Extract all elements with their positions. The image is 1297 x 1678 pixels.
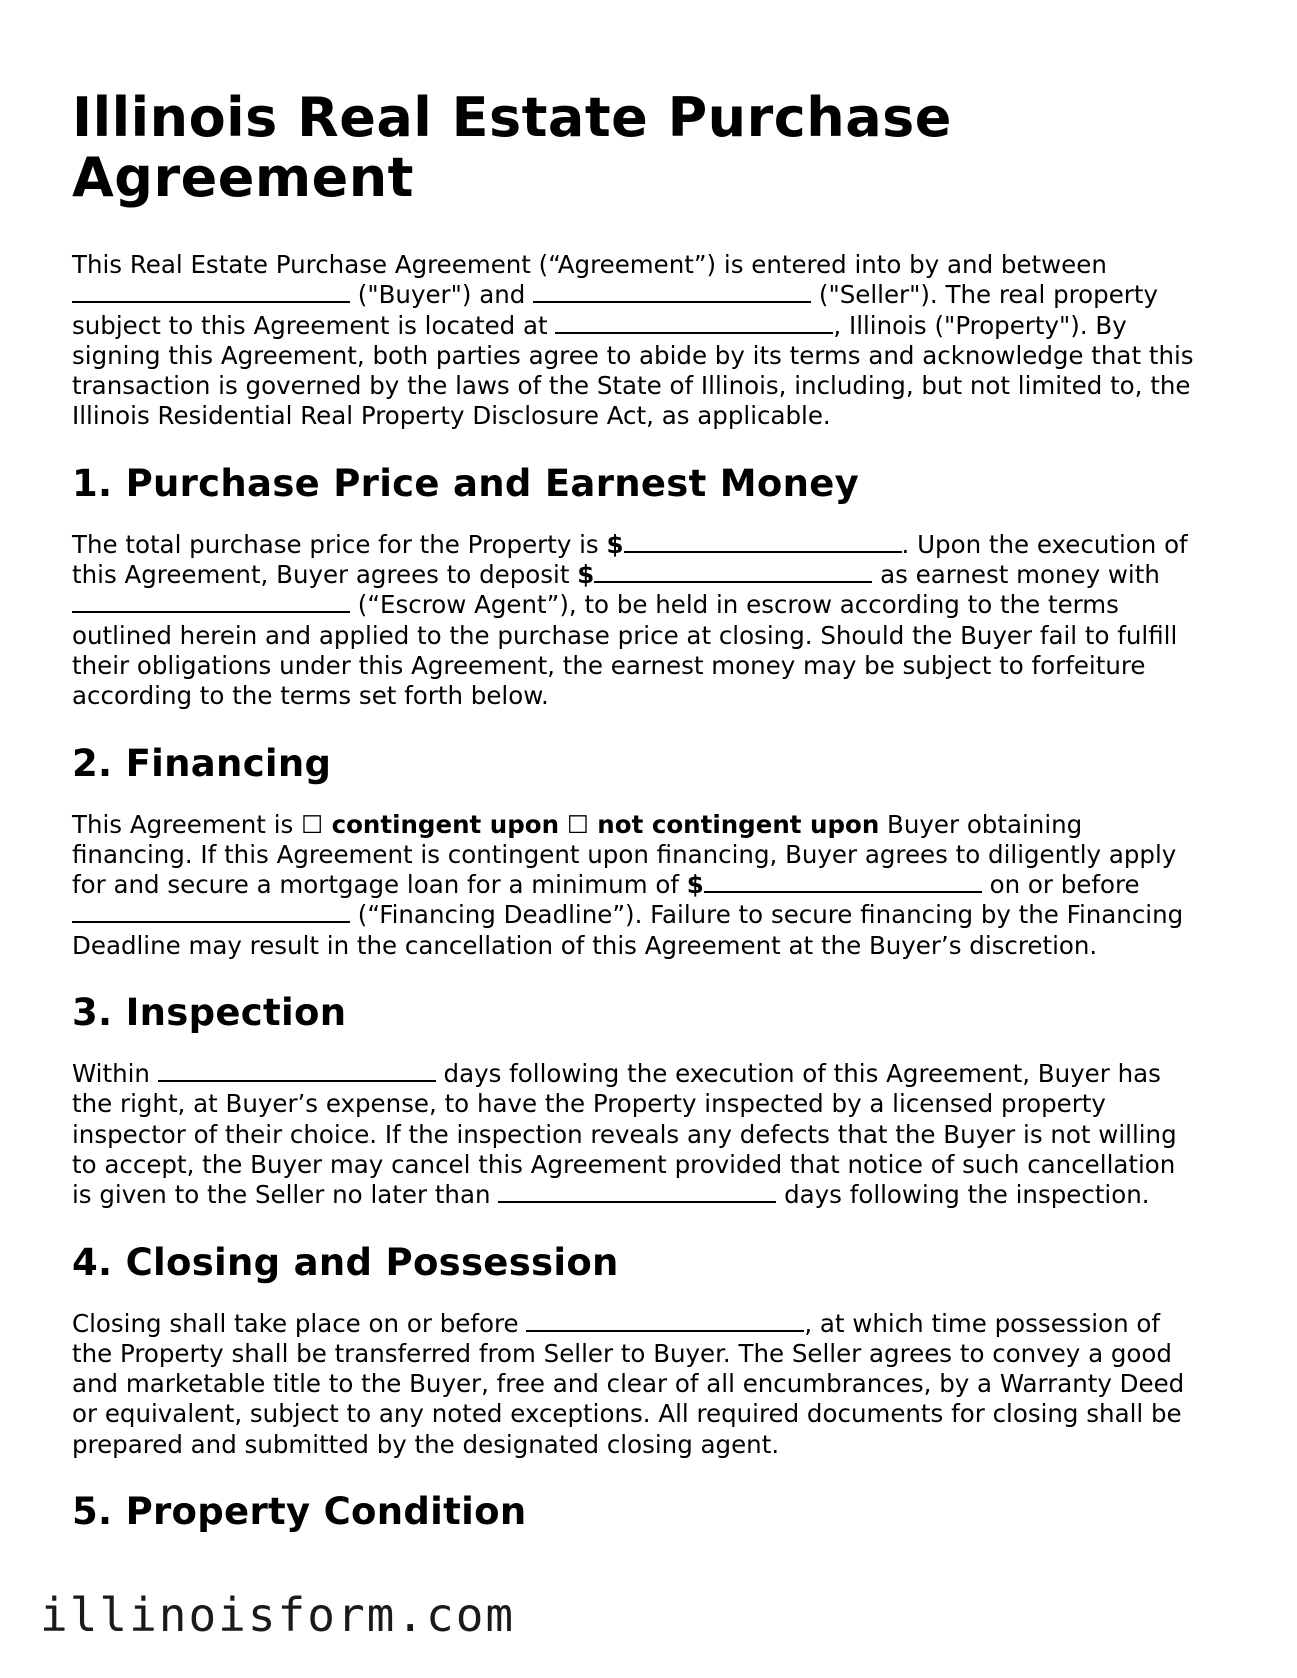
buyer-name-blank[interactable] — [72, 280, 350, 303]
cancellation-days-blank[interactable] — [498, 1180, 776, 1203]
earnest-money-blank[interactable] — [594, 560, 872, 583]
property-location-blank[interactable] — [555, 311, 833, 334]
section-heading-property-condition: 5. Property Condition — [72, 1490, 527, 1534]
purchase-price-blank[interactable] — [624, 530, 902, 553]
inspection-days-blank[interactable] — [158, 1059, 436, 1082]
contingent-checkbox-option[interactable]: ☐ contingent upon — [301, 809, 560, 839]
purchase-price-paragraph: The total purchase price for the Property is $ . Upon the execution of this Agreement, Buyer agrees to deposit $ as earnest money with (“Escrow Agent”), to be held in escrow according to the terms outlined herein and applied to the purchase price at closing. Should the Buyer fail to fulfill their obligations under this Agreement, the earnest money may be subject to forfeiture according to the terms set forth below. — [72, 529, 1188, 711]
intro-paragraph: This Real Estate Purchase Agreement (“Agreement”) is entered into by and between ("Buyer") and ("Seller"). The real property subject to this Agreement is located at , Illinois ("Property"). By signing this Agreement, both parties agree to abide by its terms and acknowledge that this transaction is governed by the laws of the State of Illinois, including, but not limited to, the Illinois Residential Real Property Disclosure Act, as applicable. — [72, 250, 1194, 431]
section-heading-inspection: 3. Inspection — [72, 991, 347, 1035]
closing-paragraph: Closing shall take place on or before , at which time possession of the Property shall be transferred from Seller to Buyer. The Seller agrees to convey a good and marketable title to the Buyer, free and clear of all encumbrances, by a Warranty Deed or equivalent, subject to any noted exceptions. All required documents for closing shall be prepared and submitted by the designated closing agent. — [72, 1308, 1185, 1459]
section-heading-closing: 4. Closing and Possession — [72, 1240, 619, 1284]
page-title: Illinois Real Estate Purchase Agreement — [72, 86, 952, 209]
closing-date-blank[interactable] — [526, 1309, 804, 1332]
financing-deadline-blank[interactable] — [72, 900, 350, 923]
inspection-paragraph: Within days following the execution of this Agreement, Buyer has the right, at Buyer’s expense, to have the Property inspected by a licensed property inspector of their choice. If the inspection reveals any defects that the Buyer is not willing to accept, the Buyer may cancel this Agreement provided that notice of such cancellation is given to the Seller no later than days following the inspection. — [72, 1059, 1177, 1210]
financing-paragraph: This Agreement is ☐ contingent upon ☐ not contingent upon Buyer obtaining financing. If this Agreement is contingent upon financing, Buyer agrees to diligently apply for and secure a mortgage loan for a minimum of $ on or before (“Financing Deadline”). Failure to secure financing by the Financing Deadline may result in the cancellation of this Agreement at the Buyer’s discretion. — [72, 809, 1184, 960]
seller-name-blank[interactable] — [533, 280, 811, 303]
loan-minimum-blank[interactable] — [704, 870, 982, 893]
escrow-agent-blank[interactable] — [72, 590, 350, 613]
site-watermark: illinoisform.com — [40, 1588, 516, 1642]
not-contingent-checkbox-option[interactable]: ☐ not contingent upon — [566, 809, 880, 839]
document-page — [72, 88, 1232, 1558]
section-heading-purchase-price: 1. Purchase Price and Earnest Money — [72, 461, 860, 505]
section-heading-financing: 2. Financing — [72, 741, 332, 785]
